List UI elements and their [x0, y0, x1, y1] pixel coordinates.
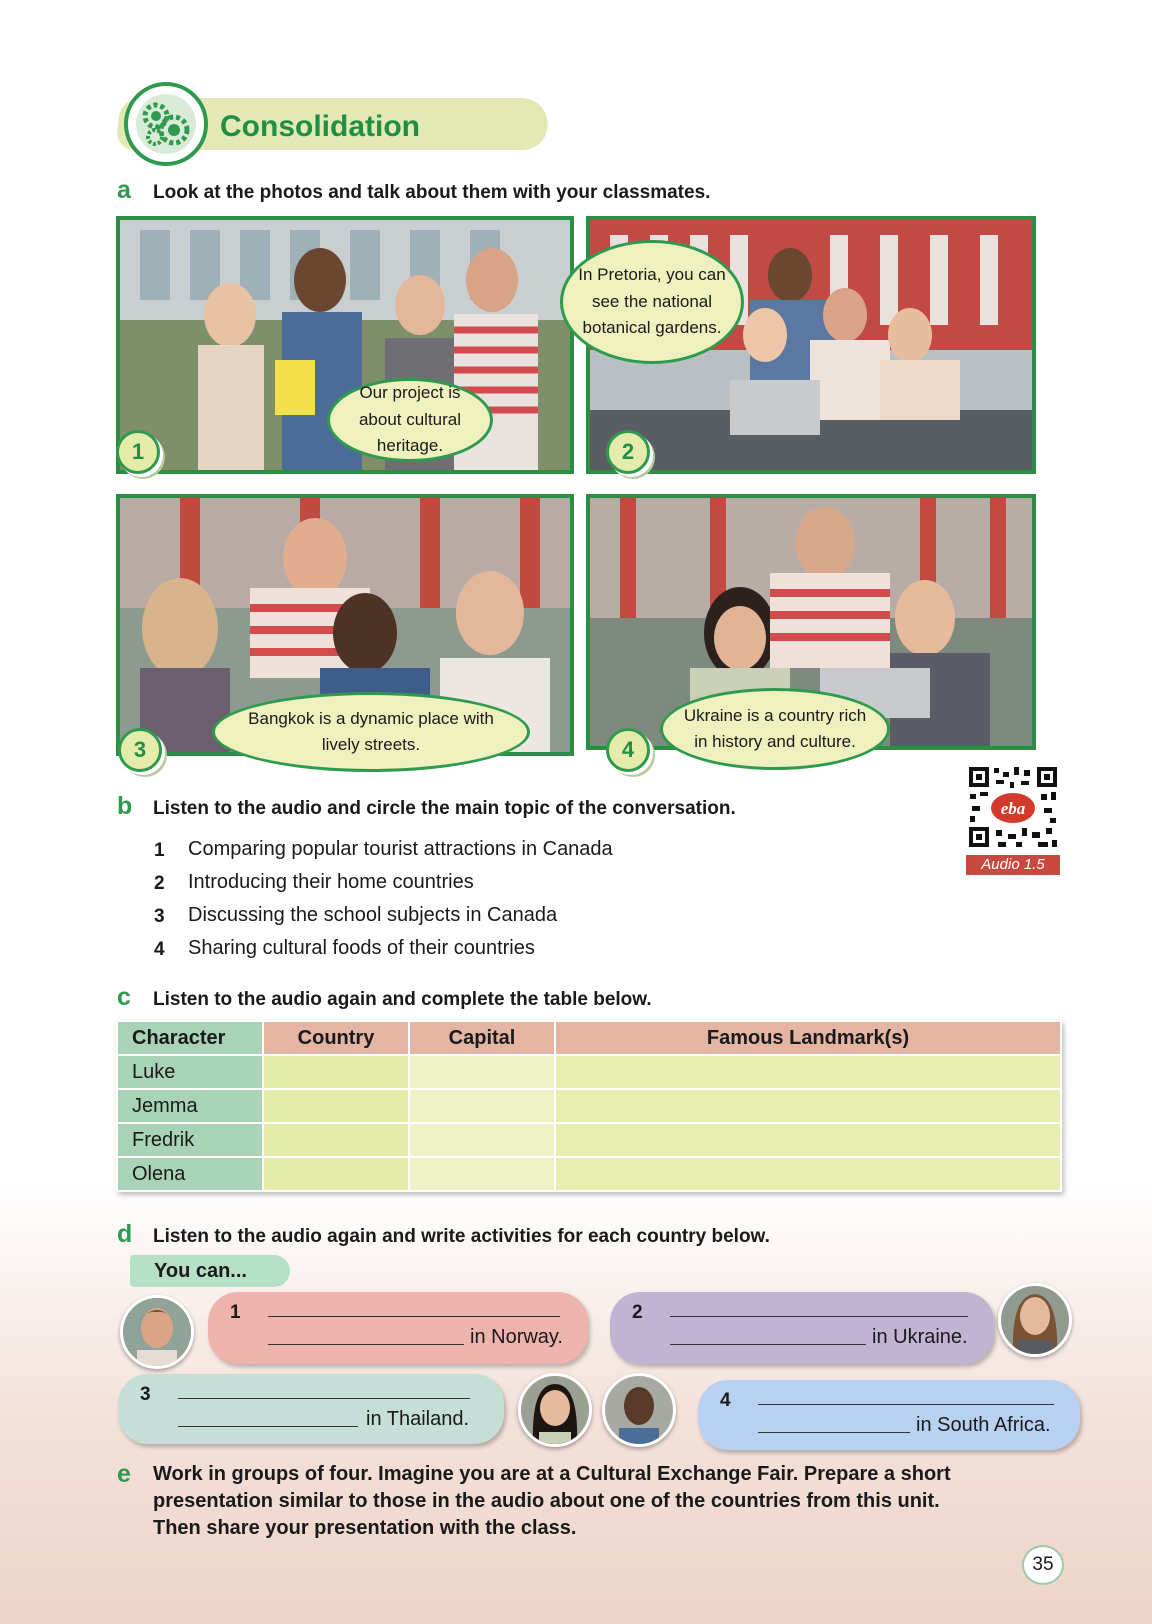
capital-input-cell[interactable]	[410, 1158, 554, 1190]
table-row	[118, 1158, 1060, 1190]
avatar-olena	[998, 1283, 1072, 1357]
answer-2-line-1[interactable]	[670, 1316, 968, 1317]
answer-2-number: 2	[632, 1302, 643, 1323]
section-c-letter: c	[117, 983, 131, 1011]
character-cell: Luke	[118, 1056, 262, 1088]
section-a-instruction: Look at the photos and talk about them with your classmates.	[153, 182, 711, 203]
character-cell: Olena	[118, 1158, 262, 1190]
speech-bubble-3: Bangkok is a dynamic place with lively streets.	[212, 692, 530, 772]
audio-qr-code[interactable]	[966, 764, 1060, 872]
country-input-cell[interactable]	[264, 1056, 408, 1088]
answer-bubble-1	[208, 1292, 588, 1364]
option-4-number: 4	[154, 939, 165, 960]
you-can-label: You can...	[130, 1255, 290, 1287]
qr-code-icon	[966, 764, 1060, 850]
answer-bubble-4	[698, 1380, 1080, 1450]
speech-bubble-4: Ukraine is a country rich in history and culture.	[660, 688, 890, 770]
capital-input-cell[interactable]	[410, 1056, 554, 1088]
answer-bubble-2	[610, 1292, 994, 1364]
section-a-letter: a	[117, 176, 131, 204]
answer-3-line-2[interactable]	[178, 1426, 358, 1427]
section-e-letter: e	[117, 1460, 131, 1488]
section-d-letter: d	[117, 1220, 133, 1248]
answer-1-ending: in Norway.	[470, 1326, 563, 1348]
answer-2-line-2[interactable]	[670, 1344, 866, 1345]
answer-3-number: 3	[140, 1384, 151, 1405]
country-input-cell[interactable]	[264, 1124, 408, 1156]
option-2-number: 2	[154, 873, 165, 894]
country-input-cell[interactable]	[264, 1158, 408, 1190]
table-header-row	[118, 1022, 1060, 1054]
option-1-text[interactable]: Comparing popular tourist attractions in Canada	[188, 838, 613, 860]
option-1-number: 1	[154, 840, 165, 861]
photo-number-2: 2	[606, 430, 650, 474]
answer-3-ending: in Thailand.	[366, 1408, 470, 1430]
capital-input-cell[interactable]	[410, 1124, 554, 1156]
table-row	[118, 1124, 1060, 1156]
gears-icon	[124, 82, 208, 166]
section-e-line-3: Then share your presentation with the class.	[153, 1517, 577, 1539]
answer-3-line-1[interactable]	[178, 1398, 470, 1399]
answer-1-line-2[interactable]	[268, 1344, 464, 1345]
header-character: Character	[118, 1022, 262, 1054]
answer-bubble-3	[118, 1374, 504, 1444]
photo-number-4: 4	[606, 728, 650, 772]
answer-4-line-2[interactable]	[758, 1432, 910, 1433]
answer-1-line-1[interactable]	[268, 1316, 560, 1317]
header-country: Country	[264, 1022, 408, 1054]
header-landmarks: Famous Landmark(s)	[556, 1022, 1060, 1054]
header-capital: Capital	[410, 1022, 554, 1054]
answer-1-number: 1	[230, 1302, 241, 1323]
page-number: 35	[1022, 1545, 1064, 1585]
answer-2-ending: in Ukraine.	[872, 1326, 968, 1348]
photo-number-3: 3	[118, 728, 162, 772]
landmarks-table	[116, 1020, 1062, 1192]
page-title: Consolidation	[220, 110, 420, 143]
table-row	[118, 1056, 1060, 1088]
option-2-text[interactable]: Introducing their home countries	[188, 871, 474, 893]
option-3-number: 3	[154, 906, 165, 927]
table-row	[118, 1090, 1060, 1122]
option-4-text[interactable]: Sharing cultural foods of their countries	[188, 937, 535, 959]
avatar-luke	[120, 1295, 194, 1369]
qr-logo-text: eba	[1000, 799, 1026, 818]
photo-number-1: 1	[116, 430, 160, 474]
answer-4-number: 4	[720, 1390, 731, 1411]
section-b-instruction: Listen to the audio and circle the main topic of the conversation.	[153, 798, 736, 819]
landmark-input-cell[interactable]	[556, 1056, 1060, 1088]
audio-label: Audio 1.5	[966, 855, 1060, 875]
section-b-letter: b	[117, 792, 133, 820]
section-c-instruction: Listen to the audio again and complete the table below.	[153, 989, 652, 1010]
character-cell: Fredrik	[118, 1124, 262, 1156]
landmark-input-cell[interactable]	[556, 1158, 1060, 1190]
capital-input-cell[interactable]	[410, 1090, 554, 1122]
speech-bubble-1: Our project is about cultural heritage.	[327, 378, 493, 462]
speech-bubble-2: In Pretoria, you can see the national botanical gardens.	[560, 240, 744, 364]
option-3-text[interactable]: Discussing the school subjects in Canada	[188, 904, 558, 926]
avatar-jemma	[518, 1373, 592, 1447]
answer-4-ending: in South Africa.	[916, 1414, 1051, 1436]
avatar-fredrik	[602, 1373, 676, 1447]
character-cell: Jemma	[118, 1090, 262, 1122]
answer-4-line-1[interactable]	[758, 1404, 1054, 1405]
section-e-line-1: Work in groups of four. Imagine you are at a Cultural Exchange Fair. Prepare a short	[153, 1463, 951, 1485]
section-e-line-2: presentation similar to those in the audio about one of the countries from this unit.	[153, 1490, 940, 1512]
landmark-input-cell[interactable]	[556, 1124, 1060, 1156]
landmark-input-cell[interactable]	[556, 1090, 1060, 1122]
section-d-instruction: Listen to the audio again and write activities for each country below.	[153, 1226, 770, 1247]
country-input-cell[interactable]	[264, 1090, 408, 1122]
